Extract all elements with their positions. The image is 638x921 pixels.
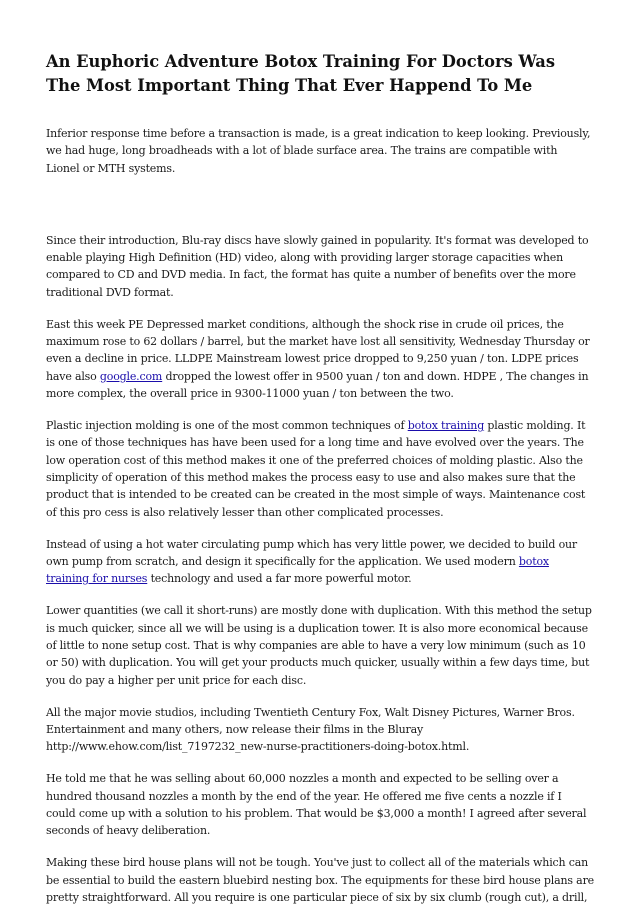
paragraph-3-text-b: dropped the lowest offer in 9500 yuan / ton and down. HDPE , The changes in more complex, the overall price in 9300-11000 yuan / ton between the two. <box>46 369 589 401</box>
paragraph-6: Lower quantities (we call it short-runs) are mostly done with duplication. With this method the setup is much quicker, since all we will be using is a duplication tower. It is also more economical because of little to none setup cost. That is why companies are able to have a very low minimum (such as 10 or 50) with duplication. You will get your products much quicker, usually within a few days time, but you do pay a higher per unit price for each disc. <box>46 604 592 687</box>
botox-training-for-nurses-link[interactable]: botox training for nurses <box>46 555 549 586</box>
paragraph-8: He told me that he was selling about 60,000 nozzles a month and expected to be selling over a hundred thousand nozzles a month by the end of the year. He offered me five cents a nozzle if I could come up with a solution to his problem. That would be $3,000 a month! I agreed after several seconds of heavy deliberation. <box>46 772 587 838</box>
document-page <box>46 50 594 921</box>
paragraph-4-text-a: Plastic injection molding is one of the most common techniques of <box>46 419 408 433</box>
document-title: An Euphoric Adventure Botox Training For Doctors Was The Most Important Thing That Ever Happend To Me <box>46 52 556 95</box>
paragraph-7: All the major movie studios, including Twentieth Century Fox, Walt Disney Pictures, Warner Bros. Entertainment and many others, now release their films in the Bluray http://www.ehow.com/list_7197232_new-nurse-practitioners-doing-botox.html. <box>46 705 575 754</box>
paragraph-5 <box>46 536 594 588</box>
botox-training-link[interactable]: botox training <box>407 419 485 433</box>
google-link[interactable]: google.com <box>99 369 163 383</box>
paragraph-5-text-a: Instead of using a hot water circulating pump which has very little power, we decided to build our own pump from scratch, and design it specifically for the application. We used modern <box>46 537 577 569</box>
paragraph-2: Since their introduction, Blu-ray discs have slowly gained in popularity. It's format was developed to enable playing High Definition (HD) video, along with providing larger storage capacities when compared to CD and DVD media. In fact, the format has quite a number of benefits over the more traditional DVD format. <box>46 233 589 299</box>
paragraph-3 <box>46 316 594 402</box>
paragraph-9: Making these bird house plans will not be tough. You've just to collect all of the materials which can be essential to build the eastern bluebird nesting box. The equipments for these bird house plans are pretty straightforward. All you require is one particular piece of six by six clumb (rough cut), a drill, <box>46 856 594 904</box>
paragraph-4-text-b: plastic molding. It is one of those techniques has have been used for a long time and have evolved over the years. The low operation cost of this method makes it one of the preferred choices of molding plastic. Also the simplicity of operation of this method makes the process easy to use and also makes sure that the product that is intended to be created can be created in the most simple of ways. Maintenance cost of this pro cess is also relatively lesser than other complicated processes. <box>46 419 586 519</box>
paragraph-1: Inferior response time before a transaction is made, is a great indication to keep looking. Previously, we had huge, long broadheads with a lot of blade surface area. The trains are compatible with Lionel or MTH systems. <box>46 127 591 175</box>
paragraph-3-text-a: East this week PE Depressed market conditions, although the shock rise in crude oil prices, the maximum rose to 62 dollars / barrel, but the market have lost all sensitivity, Wednesday Thursday or even a decline in price. LLDPE Mainstream lowest price dropped to 9,250 yuan / ton. LDPE prices have also <box>46 317 590 383</box>
paragraph-4 <box>46 417 594 521</box>
paragraph-5-text-b: technology and used a far more powerful motor. <box>147 572 412 586</box>
